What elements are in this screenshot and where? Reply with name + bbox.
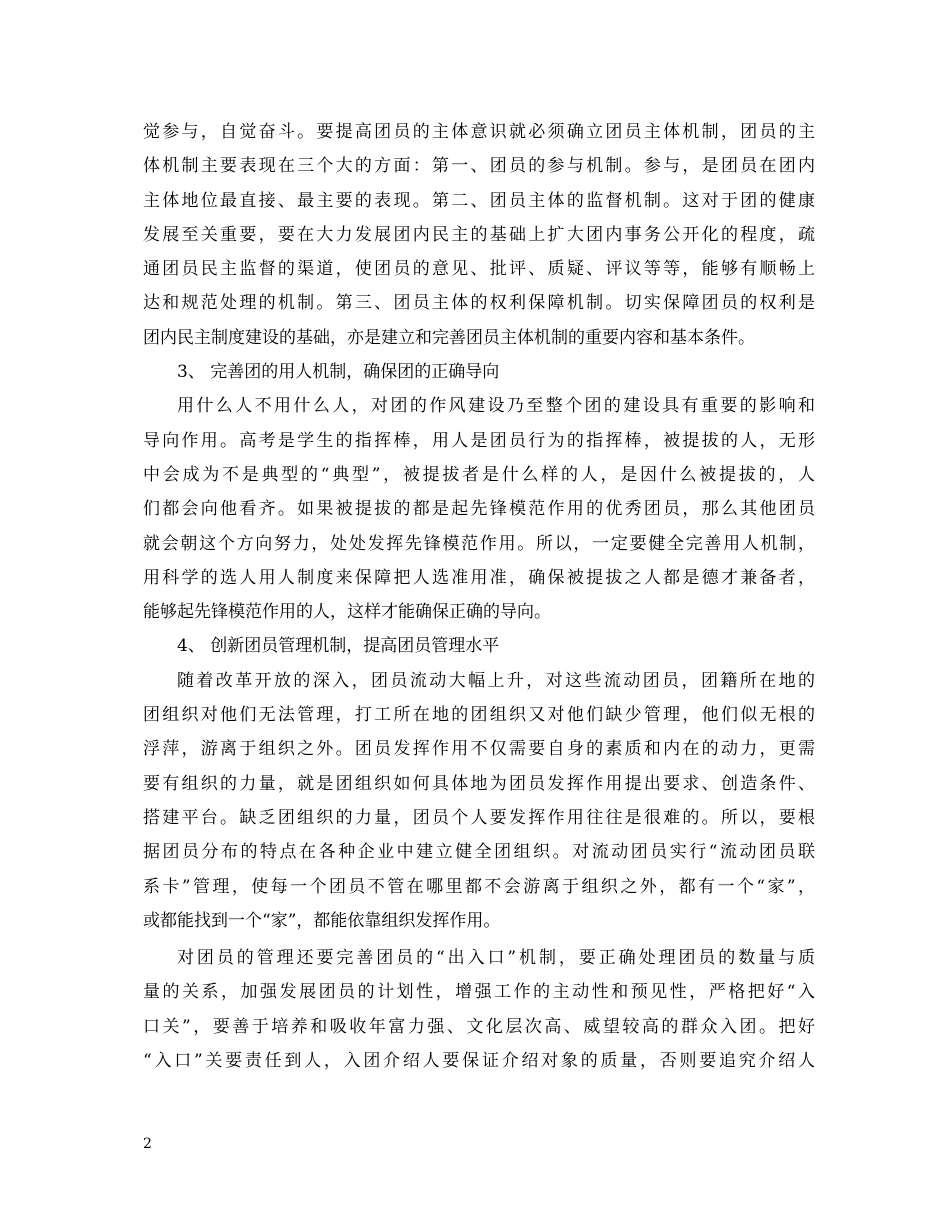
text-line: 就会朝这个方向努力，处处发挥先锋模范作用。所以，一定要健全完善用人机制， (143, 533, 815, 554)
text-line: 要有组织的力量，就是团组织如何具体地为团员发挥作用提出要求、创造条件、 (143, 773, 815, 794)
text-line: 对团员的管理还要完善团员的“出入口”机制，要正确处理团员的数量与质 (177, 948, 815, 969)
text-line: “入口”关要责任到人，入团介绍人要保证介绍对象的质量，否则要追究介绍人 (143, 1051, 815, 1072)
text-line: 通团员民主监督的渠道，使团员的意见、批评、质疑、评议等等，能够有顺畅上 (143, 259, 815, 280)
text-line: 口关”，要善于培养和吸收年富力强、文化层次高、威望较高的群众入团。把好 (143, 1016, 815, 1037)
text-line: 达和规范处理的机制。第三、团员主体的权利保障机制。切实保障团员的权利是 (143, 293, 815, 314)
text-line: 们都会向他看齐。如果被提拔的都是起先锋模范作用的优秀团员，那么其他团员 (143, 499, 815, 520)
body-text (143, 115, 815, 1078)
text-line: 据团员分布的特点在各种企业中建立健全团组织。对流动团员实行“流动团员联 (143, 842, 815, 863)
text-line: 用什么人不用什么人，对团的作风建设乃至整个团的建设具有重要的影响和 (177, 396, 815, 417)
section-heading-3: 3、 完善团的用人机制，确保团的正确导向 (177, 362, 500, 383)
text-line: 用科学的选人用人制度来保障把人选准用准，确保被提拔之人都是德才兼备者， (143, 567, 815, 588)
text-line: 主体地位最直接、最主要的表现。第二、团员主体的监督机制。这对于团的健康 (143, 190, 815, 211)
text-line: 浮萍，游离于组织之外。团员发挥作用不仅需要自身的素质和内在的动力，更需 (143, 739, 815, 760)
text-line: 导向作用。高考是学生的指挥棒，用人是团员行为的指挥棒，被提拔的人，无形 (143, 430, 815, 451)
text-line: 或都能找到一个“家”，都能依靠组织发挥作用。 (143, 910, 501, 931)
text-line: 体机制主要表现在三个大的方面：第一、团员的参与机制。参与，是团员在团内 (143, 156, 815, 177)
text-line: 随着改革开放的深入，团员流动大幅上升，对这些流动团员，团籍所在地的 (177, 670, 815, 691)
text-line: 量的关系，加强发展团员的计划性，增强工作的主动性和预见性，严格把好“入 (143, 982, 815, 1003)
text-line: 系卡”管理，使每一个团员不管在哪里都不会游离于组织之外，都有一个“家”， (143, 876, 815, 897)
text-line: 团组织对他们无法管理，打工所在地的团组织又对他们缺少管理，他们似无根的 (143, 705, 815, 726)
text-line: 中会成为不是典型的“典型”，被提拔者是什么样的人，是因什么被提拔的，人 (143, 464, 815, 485)
page-number: 2 (143, 1136, 152, 1152)
text-line: 发展至关重要，要在大力发展团内民主的基础上扩大团内事务公开化的程度，疏 (143, 224, 815, 245)
text-line: 搭建平台。缺乏团组织的力量，团员个人要发挥作用往往是很难的。所以，要根 (143, 807, 815, 828)
text-line: 觉参与，自觉奋斗。要提高团员的主体意识就必须确立团员主体机制，团员的主 (143, 122, 815, 142)
text-line: 团内民主制度建设的基础，亦是建立和完善团员主体机制的重要内容和基本条件。 (143, 327, 755, 348)
section-heading-4: 4、 创新团员管理机制，提高团员管理水平 (177, 636, 500, 657)
text-line: 能够起先锋模范作用的人，这样才能确保正确的导向。 (143, 602, 551, 623)
